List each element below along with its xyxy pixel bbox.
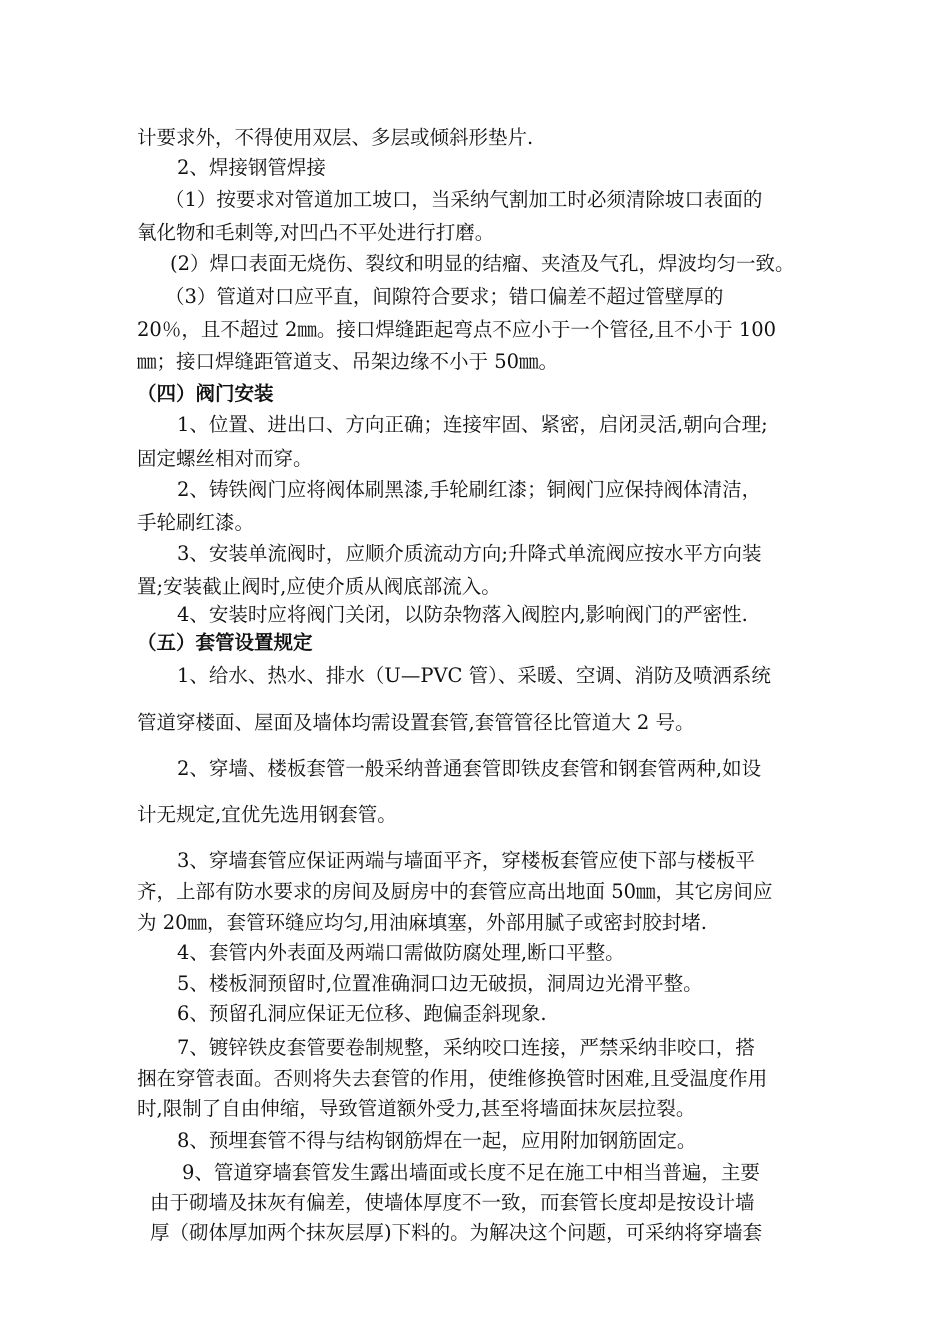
body-line: ㎜；接口焊缝距管道支、吊架边缘不小于 50㎜。 (137, 350, 559, 373)
body-line: 8、预埋套管不得与结构钢筋焊在一起，应用附加钢筋固定。 (177, 1129, 697, 1152)
body-line: 6、预留孔洞应保证无位移、跑偏歪斜现象. (177, 1002, 547, 1025)
body-line: 计无规定,宜优先选用钢套管。 (137, 803, 397, 826)
body-line: 时,限制了自由伸缩，导致管道额外受力,甚至将墙面抹灰层拉裂。 (137, 1097, 696, 1120)
body-line: 20％，且不超过 2㎜。接口焊缝距起弯点不应小于一个管径,且不小于 100 (137, 318, 777, 341)
body-line: 为 20㎜，套管环缝应均匀,用油麻填塞，外部用腻子或密封胶封堵. (137, 911, 707, 934)
subheading-line: 2、焊接钢管焊接 (177, 156, 326, 179)
body-line: 厚（砌体厚加两个抹灰层厚)下料的。为解决这个问题，可采纳将穿墙套 (150, 1221, 763, 1244)
section-heading: （四）阀门安装 (137, 382, 274, 405)
body-line: （3）管道对口应平直，间隙符合要求；错口偏差不超过管壁厚的 (165, 285, 724, 308)
body-line: 4、套管内外表面及两端口需做防腐处理,断口平整。 (177, 941, 625, 964)
body-line: 1、位置、进出口、方向正确；连接牢固、紧密，启闭灵活,朝向合理; (177, 413, 768, 436)
body-line: 4、安装时应将阀门关闭，以防杂物落入阀腔内,影响阀门的严密性. (177, 603, 748, 626)
body-line: 计要求外，不得使用双层、多层或倾斜形垫片. (137, 126, 534, 149)
body-line: 固定螺丝相对而穿。 (137, 447, 313, 470)
section-heading: （五）套管设置规定 (137, 631, 313, 654)
body-line: 2、穿墙、楼板套管一般采纳普通套管即铁皮套管和钢套管两种,如设 (177, 757, 762, 780)
body-line: 3、穿墙套管应保证两端与墙面平齐，穿楼板套管应使下部与楼板平 (177, 849, 755, 872)
body-line: 3、安装单流阀时，应顺介质流动方向;升降式单流阀应按水平方向装 (177, 542, 762, 565)
body-line: 氧化物和毛刺等,对凹凸不平处进行打磨。 (137, 221, 495, 244)
body-line: 手轮刷红漆。 (137, 511, 255, 534)
body-line: (2）焊口表面无烧伤、裂纹和明显的结瘤、夹渣及气孔，焊波均匀一致。 (170, 252, 795, 275)
body-line: 9、管道穿墙套管发生露出墙面或长度不足在施工中相当普遍，主要 (182, 1161, 760, 1184)
body-line: 捆在穿管表面。否则将失去套管的作用，使维修换管时困难,且受温度作用 (137, 1067, 768, 1090)
body-line: 置;安装截止阀时,应使介质从阀底部流入。 (137, 575, 501, 598)
body-line: 由于砌墙及抹灰有偏差，使墙体厚度不一致，而套管长度却是按设计墙 (150, 1191, 755, 1214)
body-line: 管道穿楼面、屋面及墙体均需设置套管,套管管径比管道大 2 号。 (137, 711, 695, 734)
body-line: 7、镀锌铁皮套管要卷制规整，采纳咬口连接，严禁采纳非咬口，搭 (177, 1036, 755, 1059)
body-line: 齐，上部有防水要求的房间及厨房中的套管应高出地面 50㎜，其它房间应 (137, 880, 773, 903)
body-line: 5、楼板洞预留时,位置准确洞口边无破损，洞周边光滑平整。 (177, 972, 703, 995)
body-line: 1、给水、热水、排水（U—PVC 管）、采暖、空调、消防及喷洒系统 (177, 664, 771, 687)
body-line: （1）按要求对管道加工坡口，当采纳气割加工时必须清除坡口表面的 (165, 188, 763, 211)
body-line: 2、铸铁阀门应将阀体刷黑漆,手轮刷红漆；铜阀门应保持阀体清洁， (177, 478, 762, 501)
